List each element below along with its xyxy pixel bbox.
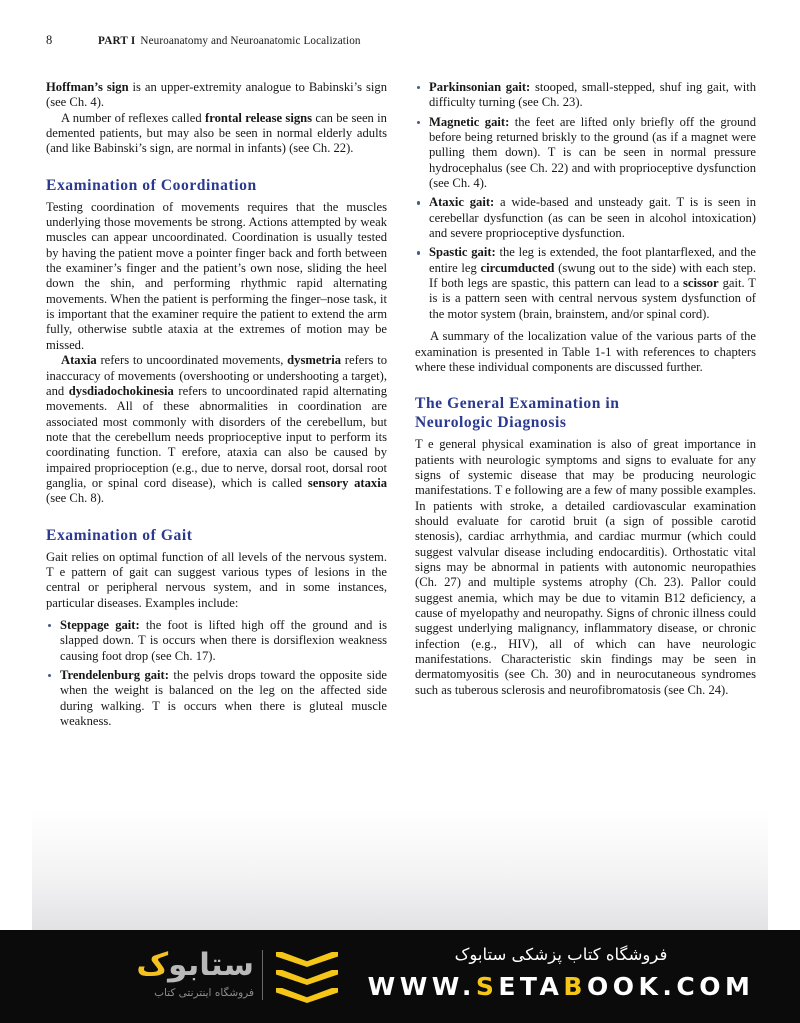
list-item-text-e: gait. T is is a pattern seen with central nervous system dysfunction of the motor system (brain, brainstem, and/or spinal cord).	[429, 276, 756, 321]
term-scissor: scissor	[682, 276, 719, 291]
paragraph-ataxia-seg3: refers to uncoordinated rapid alternating movements. All of these abnormalities in coordination are associated most commonly with disorders of the cerebellum, but note that the cerebellum needs proprioceptive input to perform its coordinating function. T erefore, ataxia can also be caused by impaired proprioception (e.g., due to nerve, dorsal root, dorsal root ganglia, or spinal cord disease), which is called	[46, 383, 387, 490]
heading-general-examination-line2: Neurologic Diagnosis	[415, 414, 567, 432]
left-column	[46, 80, 387, 729]
term-ataxia: Ataxia	[61, 353, 97, 368]
running-head	[46, 33, 754, 49]
list-item-term: Steppage gait:	[60, 617, 140, 632]
setabook-logo[interactable]	[72, 944, 332, 1010]
paragraph-frontal-release	[46, 111, 387, 157]
paragraph-hoffman-text: is an upper-extremity analogue to Babinski’s sign (see Ch. 4).	[46, 80, 387, 110]
bullet-dot-icon	[48, 674, 51, 677]
logo-subtitle: فروشگاه اینترنتی کتاب	[154, 987, 254, 999]
url-part-3: B	[563, 972, 587, 1001]
paragraph-general-examination: T e general physical examination is also of great importance in patients with neurologic symptoms and signs to evaluate for any signs of systemic disease that may be producing neurologic manifestations. T e following are a few of many possible examples. In patients with stroke, a detailed cardiovascular examination should evaluate for carotid bruit (a sign of possible carotid stenosis), cardiac arrhythmia, and cardiac murmur (which could suggest valvular disease including endocarditis). Orthostatic vital signs may be abnormal in patients with autonomic neuropathies (Ch. 27) and multiple systems atrophy (Ch. 23). Pallor could suggest anemia, which may be due to vitamin B12 deficiency, a cause of myelopathy and neuropathy. Signs of chronic illness could suggest underlying malignancy, inflammatory disease, or chronic infection (e.g., HIV), all of which can have neurologic manifestations. Characteristic skin findings may be seen in dermatomyositis (see Ch. 30) and in neurocutaneous syndromes such as tuberous sclerosis and neurofibromatosis (see Ch. 24).	[415, 437, 756, 697]
list-item	[415, 195, 756, 241]
heading-examination-of-gait: Examination of Gait	[46, 526, 193, 544]
term-circumducted: circumducted	[480, 260, 555, 275]
term-hoffmans-sign: Hoffman’s sign	[46, 80, 129, 94]
list-item-term: Parkinsonian gait:	[429, 80, 531, 94]
paragraph-gait: Gait relies on optimal function of all levels of the nervous system. T e pattern of gait can suggest various types of lesions in the central or peripheral nervous system, and in some instances, particular diseases. Examples include:	[46, 549, 387, 610]
page-number: 8	[46, 33, 53, 47]
paragraph-frontal-lead: A number of reflexes called	[61, 110, 206, 125]
url-part-4: OOK.COM	[586, 972, 755, 1001]
list-item-text: stooped, small-stepped, shuf ing gait, with difficulty turning (see Ch. 23).	[429, 80, 756, 110]
term-dysmetria: dysmetria	[287, 353, 342, 368]
paragraph-frontal-rest: can be seen in demented patients, but may also be seen in normal elderly adults (and like Babinski’s sign, are normal in infants) (see Ch. 22).	[46, 110, 387, 156]
body-columns	[46, 80, 756, 729]
paragraph-coordination: Testing coordination of movements requires that the muscles underlying those movements be strong. Actions attempted by weak muscles can appear uncoordinated. Coordination is usually tested by having the patient move a pointer finger back and forth between the examiner’s finger and the patient’s own nose, sliding the heel down the shin, and performing rhythmic rapid alternating movements. When the patient is performing the finger–nose task, it is important that the examiner require the patient to extend the arm fully, otherwise subtle ataxia at the extremes of motion may be missed.	[46, 199, 387, 352]
list-item-term: Ataxic gait:	[429, 195, 495, 210]
bullet-dot-icon	[417, 86, 420, 89]
paragraph-hoffman-sign	[46, 80, 387, 111]
bullet-dot-icon	[417, 201, 420, 204]
url-part-2: ETA	[498, 972, 564, 1001]
paragraph-ataxia-seg1: refers to uncoordinated movements,	[96, 353, 288, 368]
url-part-0: WWW.	[367, 972, 476, 1001]
chevron-stack-icon	[276, 952, 338, 1004]
list-item	[415, 245, 756, 322]
list-item-text: a wide-based and unsteady gait. T is is seen in cerebellar dysfunction (as can be seen in alcohol intoxication) and severe proprioceptive dysfunction.	[429, 195, 756, 241]
bullet-dot-icon	[417, 251, 420, 254]
url-part-1: S	[475, 972, 499, 1001]
logo-wordmark-main: ستابو	[168, 947, 254, 983]
list-item-text: the pelvis drops toward the opposite side when the weight is balanced on the leg on the affected side during walking. T is occurs when there is gluteal muscle weakness.	[60, 668, 387, 729]
term-sensory-ataxia: sensory ataxia	[307, 475, 388, 490]
list-item	[46, 668, 387, 729]
footer-text-block	[366, 942, 756, 1002]
chevron-down-icon	[276, 952, 338, 967]
term-dysdiadochokinesia: dysdiadochokinesia	[68, 383, 174, 398]
list-item-text: the feet are lifted only briefly off the ground before being returned briskly to the ground (as if a magnet were pulling them down). T is can be seen in normal pressure hydrocephalus (see Ch. 22) and with proprioceptive dysfunction (see Ch. 4).	[429, 114, 756, 191]
list-item-text: the foot is lifted high off the ground and is slapped down. T is occurs when there is dorsiflexion weakness causing foot drop (see Ch. 17).	[60, 617, 387, 663]
logo-wordmark-accent: ک	[136, 947, 169, 983]
setabook-footer-banner	[0, 930, 800, 1023]
term-frontal-release-signs: frontal release signs	[205, 110, 313, 125]
list-item	[415, 80, 756, 111]
bullet-dot-icon	[417, 121, 420, 124]
list-item-text: the leg is extended, the foot plantarflexed, and the entire leg	[429, 245, 756, 275]
logo-wordmark	[72, 948, 254, 982]
list-item	[46, 618, 387, 664]
gait-bullet-list-left	[46, 618, 387, 729]
chevron-down-icon	[276, 970, 338, 985]
list-item-term: Spastic gait:	[429, 245, 496, 260]
paragraph-ataxia-seg4: (see Ch. 8).	[46, 491, 105, 506]
paragraph-ataxia-seg2: refers to inaccuracy of movements (overshooting or undershooting a target), and	[46, 353, 387, 398]
heading-general-examination-line1: The General Examination in	[415, 395, 620, 413]
page-bottom-shading	[32, 810, 768, 930]
heading-examination-of-coordination: Examination of Coordination	[46, 176, 257, 194]
running-head-title: Neuroanatomy and Neuroanatomic Localization	[140, 35, 361, 47]
part-label: PART I	[98, 35, 136, 47]
paragraph-summary: A summary of the localization value of the various parts of the examination is presented in Table 1-1 with references to chapters where these individual components are discussed further.	[415, 329, 756, 374]
footer-tagline: فروشگاه کتاب پزشکی ستابوک	[454, 945, 668, 964]
bullet-dot-icon	[48, 624, 51, 627]
list-item	[415, 115, 756, 192]
gait-bullet-list-right	[415, 80, 756, 322]
list-item-term: Magnetic gait:	[429, 114, 510, 129]
list-item-term: Trendelenburg gait:	[60, 668, 169, 682]
list-item-text-c: (swung out to the side) with each step. If both legs are spastic, this pattern can lead to a	[429, 260, 756, 291]
right-column	[415, 80, 756, 729]
logo-divider	[262, 950, 263, 1000]
footer-url[interactable]	[366, 972, 756, 1002]
chevron-down-icon	[276, 988, 338, 1003]
paragraph-ataxia	[46, 353, 387, 506]
